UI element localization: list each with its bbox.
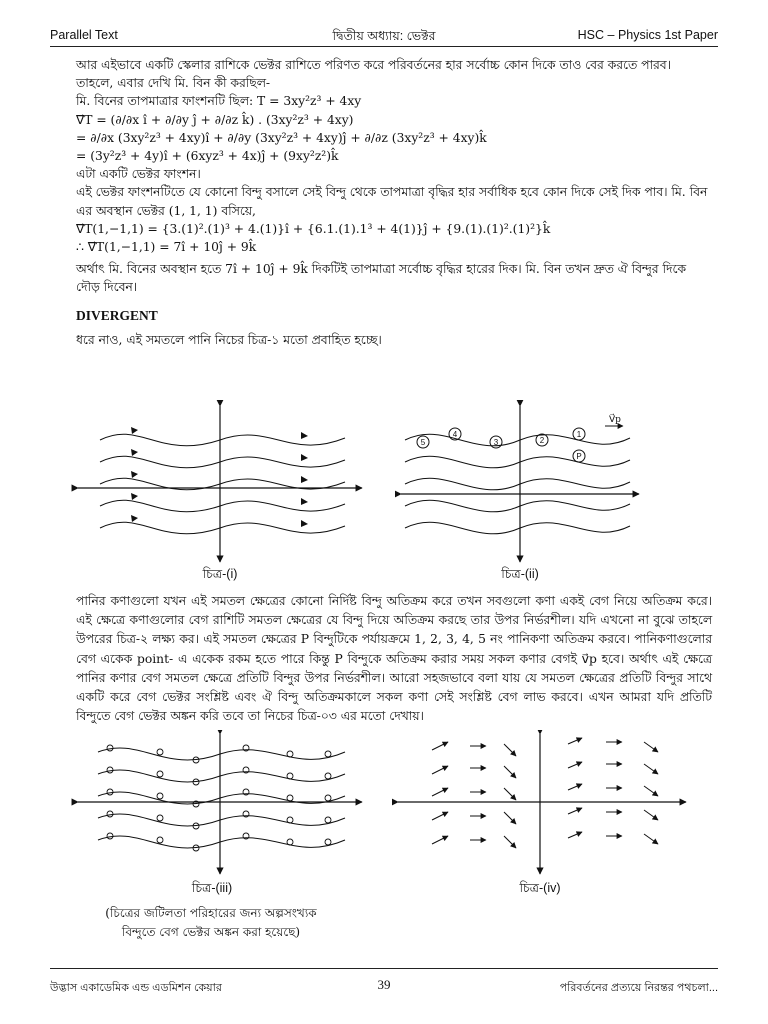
equation-line: ∇⃗T(1,−1,1) = {3.(1)².(1)³ + 4.(1)}î + {6.1.(1).1³ + 4(1)}ĵ + {9.(1).(1)².(1)²}k̂ bbox=[76, 221, 551, 236]
text-line: অর্থাৎ মি. বিনের অবস্থান হতে 7î + 10ĵ + 9k̂ দিকটিই তাপমাত্রা সর্বোচ্চ বৃদ্ধির হারের দিক। মি. বিন তখন দ্রুত ঐ বিন্দুর দিকে দৌড় দিবেন। bbox=[76, 262, 686, 295]
velocity-label: V⃗p bbox=[609, 415, 621, 425]
page-header bbox=[50, 26, 718, 47]
text-line: এই ভেক্টর ফাংশনটিতে যে কোনো বিন্দু বসালে সেই বিন্দু থেকে তাপমাত্রা বৃদ্ধির হার সর্বাধিক হবে কোন দিকে সেই দিক পাব। মি. বিন এর অবস্থান ভেক্টর (1, 1, 1) বসিয়ে, bbox=[76, 185, 708, 218]
particle-label: 2 bbox=[539, 436, 545, 445]
figure-2 bbox=[395, 400, 645, 570]
equation-line: = ∂/∂x (3xy²z³ + 4xy)î + ∂/∂y (3xy²z³ + 4xy)ĵ + ∂/∂z (3xy²z³ + 4xy)k̂ bbox=[76, 130, 487, 145]
footer-right: পরিবর্তনের প্রত্যয়ে নিরন্তর পথচলা... bbox=[559, 982, 718, 994]
caption-fig-3: চিত্র-(iii) bbox=[191, 881, 233, 895]
text-line: এটা একটি ভেক্টর ফাংশন। bbox=[76, 167, 201, 182]
figure-1 bbox=[70, 400, 370, 570]
section-title: DIVERGENT bbox=[76, 307, 158, 323]
text-line: আর এইভাবে একটি স্কেলার রাশিকে ভেক্টর রাশিতে পরিণত করে পরিবর্তনের হার সর্বোচ্চ কোন দিকে তাও বের করতে পারব। bbox=[76, 58, 672, 72]
caption-fig-4: চিত্র-(iv) bbox=[519, 881, 561, 895]
figure-3 bbox=[70, 730, 370, 880]
equation-line: = (3y²z³ + 4y)î + (6xyz³ + 4x)ĵ + (9xy²z²)k̂ bbox=[76, 149, 339, 164]
equation-line: ∴ ∇⃗T(1,−1,1) = 7î + 10ĵ + 9k̂ bbox=[76, 240, 257, 255]
equation-line: ∇⃗T = (∂/∂x î + ∂/∂y ĵ + ∂/∂z k̂) . (3xy²z³ + 4xy) bbox=[76, 112, 354, 127]
fig-3-note: (চিত্রের জটিলতা পরিহারের জন্য অল্পসংখ্যক বিন্দুতে বেগ ভেক্টর অঙ্কন করা হয়েছে) bbox=[105, 906, 317, 939]
point-p-label: P bbox=[576, 452, 582, 461]
text-line: তাহলে, এবার দেখি মি. বিন কী করছিল- bbox=[76, 76, 271, 91]
particle-label: 1 bbox=[576, 430, 582, 439]
figure-4 bbox=[392, 730, 692, 880]
header-center: দ্বিতীয় অধ্যায়: ভেক্টর bbox=[332, 29, 436, 43]
header-left: Parallel Text bbox=[50, 28, 118, 42]
particle-label: 4 bbox=[452, 430, 458, 439]
page-number: 39 bbox=[377, 977, 391, 992]
header-right: HSC – Physics 1st Paper bbox=[577, 28, 718, 42]
particle-label: 3 bbox=[493, 438, 499, 447]
particle-label: 5 bbox=[420, 438, 426, 447]
intro-line: ধরে নাও, এই সমতলে পানি নিচের চিত্র-১ মতো প্রবাহিত হচ্ছে। bbox=[76, 332, 382, 347]
caption-fig-2: চিত্র-(ii) bbox=[501, 567, 539, 581]
footer-left: উদ্ভাস একাডেমিক এন্ড এডমিশন কেয়ার bbox=[50, 982, 222, 994]
text-line: মি. বিনের তাপমাত্রার ফাংশনটি ছিল: T = 3xy²z³ + 4xy bbox=[76, 94, 362, 109]
page-footer bbox=[50, 968, 718, 999]
paragraph-2-block bbox=[76, 592, 712, 726]
caption-fig-1: চিত্র-(i) bbox=[202, 567, 238, 581]
paragraph-2: পানির কণাগুলো যখন এই সমতল ক্ষেত্রের কোনো নির্দিষ্ট বিন্দু অতিক্রম করে তখন সবগুলো কণা একই বেগ নিয়ে অতিক্রম করে। এই ক্ষেত্রে কণাগুলোর বেগ রাশিটি সমতল ক্ষেত্রের যে বিন্দু দিয়ে অতিক্রম করছে তার উপর নির্ভরশীল। যদি এখনো না বুঝে তাহলে উপরের চিত্র-২ লক্ষ্য কর। এই সমতল ক্ষেত্রের P বিন্দুটিকে পর্যায়ক্রমে 1, 2, 3, 4, 5 নং পানিকণা অতিক্রম করবে। পানিকণাগুলোর বেগ একেক point- এ একেক রকম হতে পারে কিন্তু P বিন্দুকে অতিক্রম করার সময় সকল কণার বেগই v⃗p হবে। অর্থাৎ এই ক্ষেত্রে পানির কণার বেগ সমতল ক্ষেত্রে প্রতিটি বিন্দুর উপর নির্ভরশীল। আরো সহজভাবে বলা যায় যে সমতল ক্ষেত্রের প্রতিটি বিন্দুর সাথে একটি করে বেগ ভেক্টর সংশ্লিষ্ট এবং ঐ বিন্দু অতিক্রমকালে সকল কণা সেই সংশ্লিষ্ট বেগ লাভ করবে। এখন আমরা যদি প্রতিটি বিন্দুতে বেগ ভেক্টর অঙ্কন করি তবে তা নিচের চিত্র-০৩ এর মতো দেখায়। bbox=[76, 594, 712, 724]
page-body bbox=[76, 56, 712, 349]
